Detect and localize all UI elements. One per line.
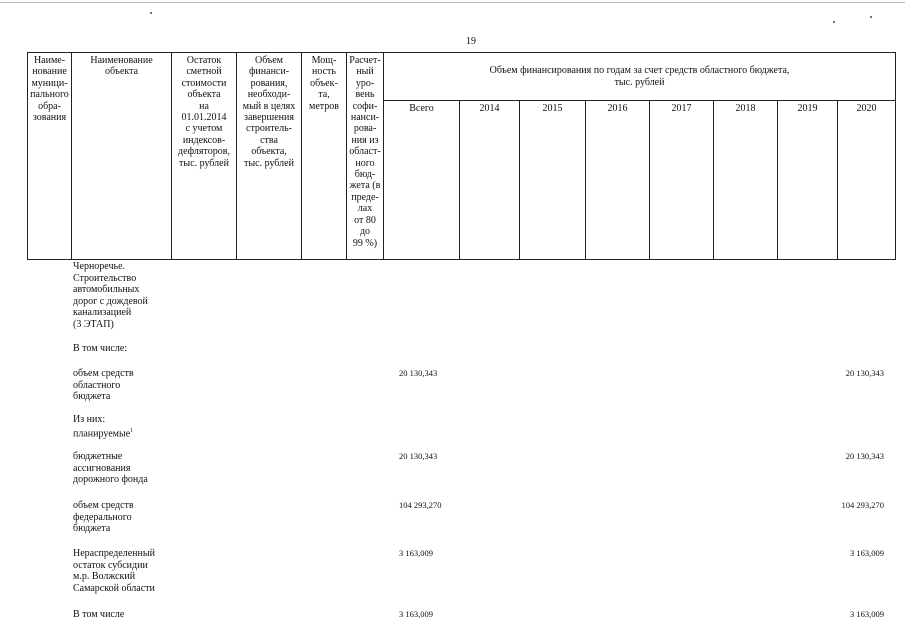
including-2-2020: 3 163,009 [850, 609, 884, 619]
header-year-total: Всего [384, 101, 460, 260]
undistributed-total: 3 163,009 [399, 548, 433, 558]
header-funding-by-year: Объем финансирования по годам за счет средств областного бюджета, тыс. рублей [384, 53, 896, 101]
regional-budget-label: объем средств областного бюджета [73, 368, 134, 402]
federal-budget-2020: 104 293,270 [841, 500, 884, 510]
undistributed-2020: 3 163,009 [850, 548, 884, 558]
scan-speck [833, 21, 835, 23]
regional-budget-2020: 20 130,343 [845, 368, 884, 378]
of-them-planned-label [73, 414, 133, 439]
page-number: 19 [466, 36, 476, 47]
road-fund-label: бюджетные ассигнования дорожного фонда [73, 451, 148, 485]
federal-budget-label: объем средств федерального бюджета [73, 500, 134, 534]
header-capacity: Мощ- ность объек- та, метров [302, 53, 347, 260]
scan-speck [870, 16, 872, 18]
road-fund-total: 20 130,343 [399, 451, 438, 461]
header-year-2018: 2018 [714, 101, 778, 260]
header-year-2017: 2017 [650, 101, 714, 260]
federal-budget-total: 104 293,270 [399, 500, 442, 510]
regional-budget-total: 20 130,343 [399, 368, 438, 378]
header-year-2016: 2016 [586, 101, 650, 260]
header-required-funding: Объем финанси- рования, необходи- мый в целях завершения строитель- ства объекта, тыс. рублей [237, 53, 302, 260]
undistributed-label: Нераспределенный остаток субсидии м.р. Волжский Самарской области [73, 548, 155, 594]
header-municipality: Наиме- нование муници- пального обра- зования [28, 53, 72, 260]
funding-table-header [27, 52, 896, 260]
road-fund-2020: 20 130,343 [845, 451, 884, 461]
including-label: В том числе: [73, 343, 128, 354]
header-year-2019: 2019 [778, 101, 838, 260]
header-cofinancing-level: Расчет- ный уро- вень софи- нанси- рова- ния из област- ного бюд- жета (в преде- лах от 80 до 99 %) [347, 53, 384, 260]
footnote-marker: 1 [130, 427, 134, 434]
header-year-2014: 2014 [460, 101, 520, 260]
header-object-name: Наименование объекта [72, 53, 172, 260]
header-year-2015: 2015 [520, 101, 586, 260]
including-label-2: В том числе [73, 609, 125, 620]
page-top-edge [0, 2, 905, 3]
including-2-total: 3 163,009 [399, 609, 433, 619]
header-remaining-cost: Остаток сметной стоимости объекта на 01.01.2014 с учетом индексов- дефляторов, тыс. рублей [172, 53, 237, 260]
of-them-planned-text: Из них: планируемые [73, 414, 131, 439]
header-year-2020: 2020 [838, 101, 896, 260]
project-name: Черноречье. Строительство автомобильных дорог с дождевой канализацией (3 ЭТАП) [73, 261, 148, 330]
scan-speck [150, 12, 152, 14]
